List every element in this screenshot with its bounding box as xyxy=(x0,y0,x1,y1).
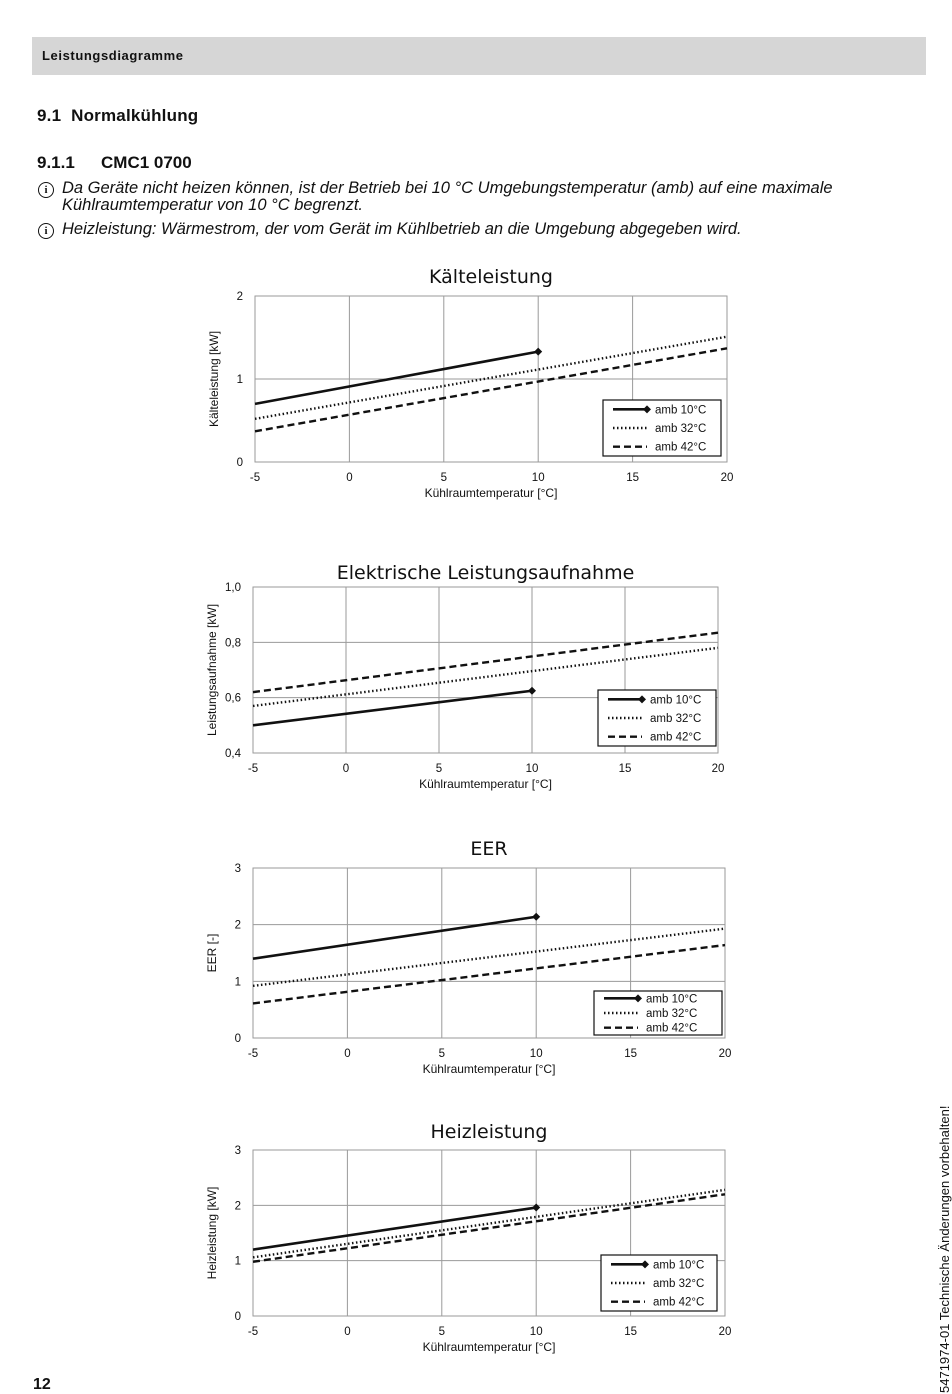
x-tick-label: 0 xyxy=(346,472,353,484)
y-axis-label: Heizleistung [kW] xyxy=(205,1186,219,1280)
y-tick-label: 3 xyxy=(234,1145,241,1157)
x-tick-label: 5 xyxy=(438,1048,446,1060)
y-tick-label: 1 xyxy=(234,976,241,989)
x-axis-label: Kühlraumtemperatur [°C] xyxy=(424,486,558,500)
legend-label: amb 10°C xyxy=(653,1259,705,1272)
legend-label: amb 32°C xyxy=(655,423,707,435)
x-tick-label: -5 xyxy=(247,1048,259,1060)
y-tick-label: 0 xyxy=(234,1311,241,1323)
header-title: Leistungsdiagramme xyxy=(42,48,184,63)
x-tick-label: 10 xyxy=(529,1048,543,1060)
x-tick-label: -5 xyxy=(247,1326,259,1338)
y-tick-label: 3 xyxy=(234,863,241,875)
info-icon: i xyxy=(38,182,54,198)
y-axis-label: EER [-] xyxy=(205,933,219,973)
y-tick-label: 2 xyxy=(234,1200,241,1213)
x-axis-label: Kühlraumtemperatur [°C] xyxy=(422,1062,556,1076)
legend-label: amb 32°C xyxy=(653,1278,705,1290)
legend-label: amb 10°C xyxy=(655,404,707,417)
page-number: 12 xyxy=(33,1376,51,1393)
x-tick-label: 0 xyxy=(344,1326,351,1338)
x-tick-label: -5 xyxy=(247,763,259,775)
legend-label: amb 42°C xyxy=(650,731,702,744)
y-tick-label: 1 xyxy=(236,374,243,386)
x-tick-label: 20 xyxy=(718,1048,732,1060)
x-tick-label: 5 xyxy=(440,472,448,484)
x-tick-label: 20 xyxy=(718,1326,732,1338)
x-tick-label: 5 xyxy=(438,1326,446,1338)
y-tick-label: 2 xyxy=(234,919,241,932)
x-tick-label: 20 xyxy=(720,472,734,484)
y-tick-label: 0,4 xyxy=(225,748,241,760)
y-axis-label: Leistungsaufnahme [kW] xyxy=(205,603,219,737)
x-tick-label: 0 xyxy=(344,1048,351,1060)
y-axis-label: Kälteleistung [kW] xyxy=(207,330,221,428)
x-tick-label: -5 xyxy=(249,472,261,484)
y-tick-label: 0,8 xyxy=(225,637,241,650)
y-tick-label: 2 xyxy=(236,291,243,303)
legend-label: amb 42°C xyxy=(653,1296,705,1309)
x-tick-label: 10 xyxy=(525,763,539,775)
x-tick-label: 15 xyxy=(626,472,639,484)
y-tick-label: 0 xyxy=(234,1033,241,1045)
chart-title: Elektrische Leistungsaufnahme xyxy=(336,562,635,584)
x-tick-label: 0 xyxy=(342,763,350,775)
legend-label: amb 32°C xyxy=(646,1008,698,1020)
x-tick-label: 15 xyxy=(618,763,632,775)
x-tick-label: 15 xyxy=(624,1048,637,1060)
y-tick-label: 0,6 xyxy=(225,692,241,705)
note-text: Da Geräte nicht heizen können, ist der Betrieb bei 10 °C Umgebungstemperatur (amb) auf eine maximale Kühlraumtemperatur von 10 °C begrenzt. xyxy=(62,179,833,214)
section-title: Normalkühlung xyxy=(71,106,199,125)
section-number: 9.1 xyxy=(37,106,62,125)
legend-label: amb 42°C xyxy=(646,1022,698,1035)
x-tick-label: 10 xyxy=(531,472,545,484)
chart-title: Heizleistung xyxy=(430,1121,548,1143)
legend-label: amb 10°C xyxy=(646,993,698,1006)
note-text: Heizleistung: Wärmestrom, der vom Gerät im Kühlbetrieb an die Umgebung abgegeben wird. xyxy=(62,220,742,238)
info-icon: i xyxy=(38,223,54,239)
y-tick-label: 1 xyxy=(234,1255,241,1268)
x-tick-label: 10 xyxy=(529,1326,543,1338)
x-tick-label: 15 xyxy=(624,1326,637,1338)
legend-label: amb 32°C xyxy=(650,713,702,725)
legend-label: amb 42°C xyxy=(655,441,707,454)
y-tick-label: 1,0 xyxy=(225,582,241,594)
x-tick-label: 5 xyxy=(435,763,443,775)
y-tick-label: 0 xyxy=(236,457,243,469)
side-note: 5471974-01 Technische Änderungen vorbehalten! xyxy=(937,1105,952,1393)
legend-label: amb 10°C xyxy=(650,694,702,707)
subsection-number: 9.1.1 xyxy=(37,153,75,172)
subsection-title: CMC1 0700 xyxy=(101,153,192,172)
x-axis-label: Kühlraumtemperatur [°C] xyxy=(422,1340,556,1354)
chart-title: Kälteleistung xyxy=(429,266,553,288)
x-axis-label: Kühlraumtemperatur [°C] xyxy=(419,777,552,791)
chart-title: EER xyxy=(470,838,508,860)
x-tick-label: 20 xyxy=(711,763,725,775)
